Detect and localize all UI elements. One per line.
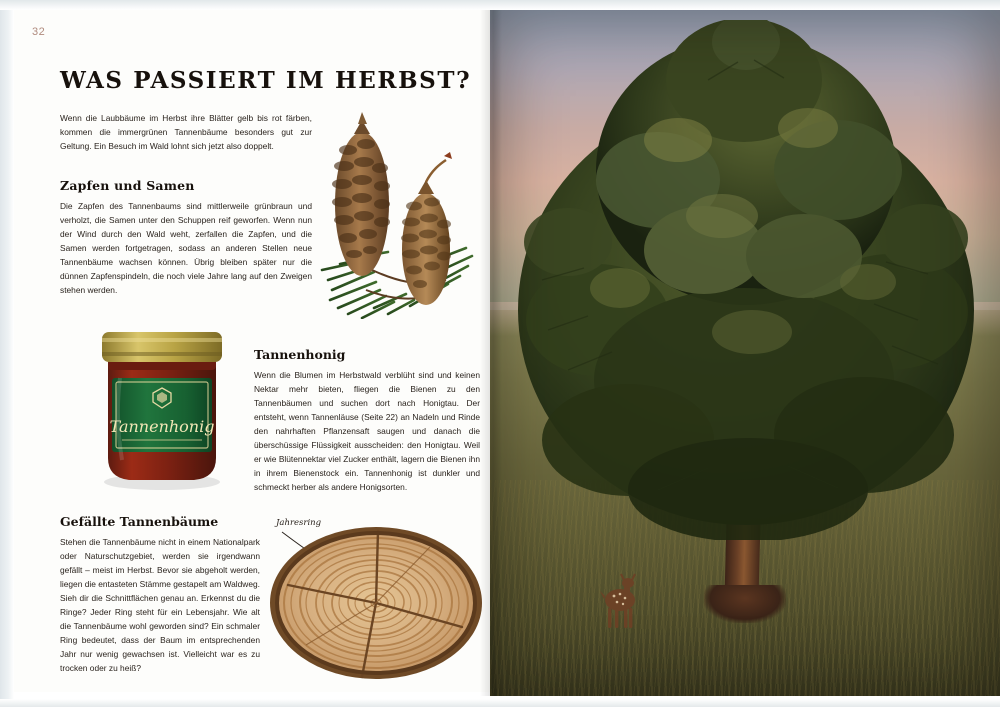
section-body-tannenhonig: Wenn die Blumen im Herbstwald verblüht sind und keinen Nektar mehr bieten, fliegen die Bienen zu den Tannenbäumen und suchen dort nach Honigtau. Der entsteht, wenn Tannenläuse (Seite 22) an Nadeln und Rinde den nahrhaften Pflanzensaft saugen und danach die überschüssige Flüssigkeit ausscheiden: den Honigtau. Weil er wie Blütennektar viel Zucker enthält, lagern die Bienen ihn in ihrem Bienenstock ein. Tannenhonig ist dunkler und schmeckt herber als andere Honigsorten. — [254, 370, 480, 493]
page-edge-left — [0, 0, 14, 707]
fir-cones-illustration — [314, 94, 484, 319]
intro-paragraph: Wenn die Laubbäume im Herbst ihre Blätter gelb bis rot färben, kommen die immergrünen Tannenbäume besonders gut zur Geltung. Ein Besuch im Wald lohnt sich jetzt also doppelt. — [60, 113, 312, 152]
page-title: WAS PASSIERT IM HERBST? — [60, 67, 472, 95]
section-heading-gefaellte-tannenbaeume: Gefällte Tannenbäume — [60, 514, 219, 530]
fir-tree-photograph — [490, 10, 1000, 696]
section-body-gefaellte-tannenbaeume: Stehen die Tannenbäume nicht in einem Nationalpark oder Naturschutzgebiet, werden sie irgendwann gefällt – meist im Herbst. Bevor sie abgeholt werden, liegen die entasteten Stämme gestapelt am Waldweg. Sieh dir die Schnittflächen genau an. Erkennst du die Ringe? Jeder Ring steht für ein Lebensjahr. Wie alt die Tannenbäume wohl geworden sind? Ein schmaler Ring bedeutet, dass der Baum im entsprechenden Jahr nur wenig gewachsen ist. Vielleicht war es zu trocken oder zu heiß? — [60, 537, 260, 674]
section-heading-tannenhonig: Tannenhonig — [254, 347, 346, 363]
page-number: 32 — [32, 26, 46, 38]
page-edge-top — [0, 0, 1000, 10]
tree-trunk-base — [704, 585, 786, 623]
deer — [594, 572, 646, 634]
section-heading-zapfen-und-samen: Zapfen und Samen — [60, 178, 195, 194]
section-body-zapfen-und-samen: Die Zapfen des Tannenbaums sind mittlerweile grünbraun und verholzt, die Samen unter den Schuppen reif geworfen. Wenn nun der Wind durch den Wald weht, zerfallen die Zapfen, und die Samen werden fortgetragen, sodass an anderen Stellen neue Tannenbäume wachsen können. Übrig bleiben später nur die dünnen Zapfenspindeln, die noch viele Jahre lang auf den Zweigen stehen werden. — [60, 201, 312, 296]
honey-jar-illustration — [86, 322, 238, 490]
tree-rings-cross-section-illustration — [266, 523, 494, 683]
left-text-page — [14, 10, 490, 692]
svg-text:Tannenhonig: Tannenhonig — [109, 417, 215, 436]
fir-tree-canopy — [508, 20, 986, 540]
right-photo-page — [490, 10, 1000, 696]
annual-ring-caption: Jahresring — [276, 518, 322, 528]
page-edge-bottom — [0, 699, 1000, 707]
